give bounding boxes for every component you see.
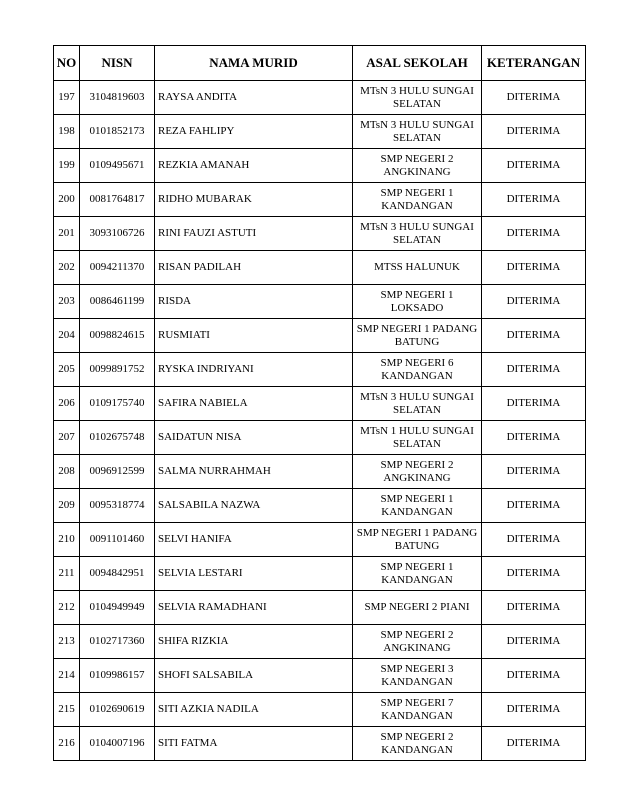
cell-no: 209 (54, 489, 80, 523)
cell-keterangan: DITERIMA (482, 217, 586, 251)
table-row (54, 353, 586, 387)
cell-asal-sekolah: SMP NEGERI 2 ANGKINANG (353, 149, 482, 183)
cell-keterangan: DITERIMA (482, 421, 586, 455)
table-row (54, 489, 586, 523)
header-row (54, 46, 586, 81)
cell-no: 200 (54, 183, 80, 217)
cell-keterangan: DITERIMA (482, 183, 586, 217)
cell-no: 213 (54, 625, 80, 659)
header-no: NO (54, 46, 80, 81)
cell-asal-sekolah: SMP NEGERI 1 PADANG BATUNG (353, 319, 482, 353)
table-row (54, 591, 586, 625)
cell-nama-murid: RISAN PADILAH (155, 251, 353, 285)
cell-keterangan: DITERIMA (482, 455, 586, 489)
cell-nama-murid: SAIDATUN NISA (155, 421, 353, 455)
header-keterangan: KETERANGAN (482, 46, 586, 81)
cell-nisn: 0081764817 (80, 183, 155, 217)
header-nama-murid: NAMA MURID (155, 46, 353, 81)
cell-keterangan: DITERIMA (482, 489, 586, 523)
table-row (54, 319, 586, 353)
cell-nama-murid: RISDA (155, 285, 353, 319)
cell-nisn: 0086461199 (80, 285, 155, 319)
cell-keterangan: DITERIMA (482, 149, 586, 183)
table-row (54, 455, 586, 489)
cell-asal-sekolah: SMP NEGERI 2 PIANI (353, 591, 482, 625)
table-row (54, 217, 586, 251)
cell-no: 202 (54, 251, 80, 285)
cell-nisn: 0096912599 (80, 455, 155, 489)
cell-nisn: 3093106726 (80, 217, 155, 251)
cell-nisn: 0098824615 (80, 319, 155, 353)
cell-nama-murid: SALSABILA NAZWA (155, 489, 353, 523)
cell-nisn: 0091101460 (80, 523, 155, 557)
cell-asal-sekolah: MTsN 1 HULU SUNGAI SELATAN (353, 421, 482, 455)
cell-nama-murid: SALMA NURRAHMAH (155, 455, 353, 489)
cell-nama-murid: RAYSA ANDITA (155, 81, 353, 115)
cell-nisn: 0099891752 (80, 353, 155, 387)
cell-nisn: 0102675748 (80, 421, 155, 455)
cell-nisn: 0102690619 (80, 693, 155, 727)
cell-no: 199 (54, 149, 80, 183)
cell-nama-murid: SELVI HANIFA (155, 523, 353, 557)
table-row (54, 523, 586, 557)
cell-nama-murid: SITI AZKIA NADILA (155, 693, 353, 727)
cell-nama-murid: RYSKA INDRIYANI (155, 353, 353, 387)
table-row (54, 115, 586, 149)
cell-nama-murid: RIDHO MUBARAK (155, 183, 353, 217)
cell-asal-sekolah: SMP NEGERI 1 KANDANGAN (353, 489, 482, 523)
cell-nisn: 0094842951 (80, 557, 155, 591)
cell-nama-murid: REZKIA AMANAH (155, 149, 353, 183)
cell-asal-sekolah: SMP NEGERI 2 ANGKINANG (353, 625, 482, 659)
cell-nisn: 3104819603 (80, 81, 155, 115)
cell-no: 198 (54, 115, 80, 149)
cell-asal-sekolah: SMP NEGERI 3 KANDANGAN (353, 659, 482, 693)
cell-nama-murid: REZA FAHLIPY (155, 115, 353, 149)
cell-asal-sekolah: SMP NEGERI 2 KANDANGAN (353, 727, 482, 761)
cell-keterangan: DITERIMA (482, 659, 586, 693)
cell-asal-sekolah: MTsN 3 HULU SUNGAI SELATAN (353, 387, 482, 421)
cell-keterangan: DITERIMA (482, 285, 586, 319)
cell-keterangan: DITERIMA (482, 591, 586, 625)
cell-asal-sekolah: MTSS HALUNUK (353, 251, 482, 285)
table-row (54, 727, 586, 761)
cell-keterangan: DITERIMA (482, 353, 586, 387)
cell-asal-sekolah: MTsN 3 HULU SUNGAI SELATAN (353, 81, 482, 115)
cell-no: 204 (54, 319, 80, 353)
cell-nisn: 0109175740 (80, 387, 155, 421)
cell-nama-murid: SELVIA LESTARI (155, 557, 353, 591)
cell-nisn: 0101852173 (80, 115, 155, 149)
cell-keterangan: DITERIMA (482, 319, 586, 353)
cell-no: 210 (54, 523, 80, 557)
table-row (54, 149, 586, 183)
table-row (54, 625, 586, 659)
table-row (54, 183, 586, 217)
cell-no: 212 (54, 591, 80, 625)
cell-nama-murid: SITI FATMA (155, 727, 353, 761)
cell-asal-sekolah: SMP NEGERI 1 KANDANGAN (353, 557, 482, 591)
table-row (54, 557, 586, 591)
cell-no: 207 (54, 421, 80, 455)
cell-asal-sekolah: SMP NEGERI 7 KANDANGAN (353, 693, 482, 727)
cell-no: 201 (54, 217, 80, 251)
cell-keterangan: DITERIMA (482, 625, 586, 659)
table-row (54, 693, 586, 727)
cell-asal-sekolah: SMP NEGERI 1 PADANG BATUNG (353, 523, 482, 557)
cell-asal-sekolah: SMP NEGERI 1 KANDANGAN (353, 183, 482, 217)
cell-asal-sekolah: SMP NEGERI 1 LOKSADO (353, 285, 482, 319)
cell-no: 206 (54, 387, 80, 421)
cell-no: 205 (54, 353, 80, 387)
cell-keterangan: DITERIMA (482, 727, 586, 761)
cell-no: 208 (54, 455, 80, 489)
cell-nisn: 0109986157 (80, 659, 155, 693)
cell-asal-sekolah: MTsN 3 HULU SUNGAI SELATAN (353, 217, 482, 251)
cell-nisn: 0104007196 (80, 727, 155, 761)
cell-keterangan: DITERIMA (482, 81, 586, 115)
cell-asal-sekolah: SMP NEGERI 2 ANGKINANG (353, 455, 482, 489)
cell-no: 197 (54, 81, 80, 115)
cell-nisn: 0109495671 (80, 149, 155, 183)
cell-keterangan: DITERIMA (482, 115, 586, 149)
cell-keterangan: DITERIMA (482, 387, 586, 421)
cell-nama-murid: SHOFI SALSABILA (155, 659, 353, 693)
header-nisn: NISN (80, 46, 155, 81)
cell-keterangan: DITERIMA (482, 557, 586, 591)
cell-nama-murid: RINI FAUZI ASTUTI (155, 217, 353, 251)
table-row (54, 251, 586, 285)
cell-nisn: 0095318774 (80, 489, 155, 523)
cell-nisn: 0102717360 (80, 625, 155, 659)
cell-no: 216 (54, 727, 80, 761)
cell-no: 215 (54, 693, 80, 727)
cell-no: 211 (54, 557, 80, 591)
cell-no: 214 (54, 659, 80, 693)
cell-asal-sekolah: MTsN 3 HULU SUNGAI SELATAN (353, 115, 482, 149)
cell-keterangan: DITERIMA (482, 693, 586, 727)
cell-nama-murid: SELVIA RAMADHANI (155, 591, 353, 625)
table-row (54, 387, 586, 421)
cell-nisn: 0094211370 (80, 251, 155, 285)
cell-no: 203 (54, 285, 80, 319)
cell-nama-murid: SHIFA RIZKIA (155, 625, 353, 659)
cell-nisn: 0104949949 (80, 591, 155, 625)
header-asal-sekolah: ASAL SEKOLAH (353, 46, 482, 81)
cell-keterangan: DITERIMA (482, 523, 586, 557)
table-row (54, 421, 586, 455)
cell-keterangan: DITERIMA (482, 251, 586, 285)
student-table (53, 45, 586, 761)
cell-nama-murid: SAFIRA NABIELA (155, 387, 353, 421)
cell-asal-sekolah: SMP NEGERI 6 KANDANGAN (353, 353, 482, 387)
cell-nama-murid: RUSMIATI (155, 319, 353, 353)
table-row (54, 659, 586, 693)
table-row (54, 81, 586, 115)
table-row (54, 285, 586, 319)
